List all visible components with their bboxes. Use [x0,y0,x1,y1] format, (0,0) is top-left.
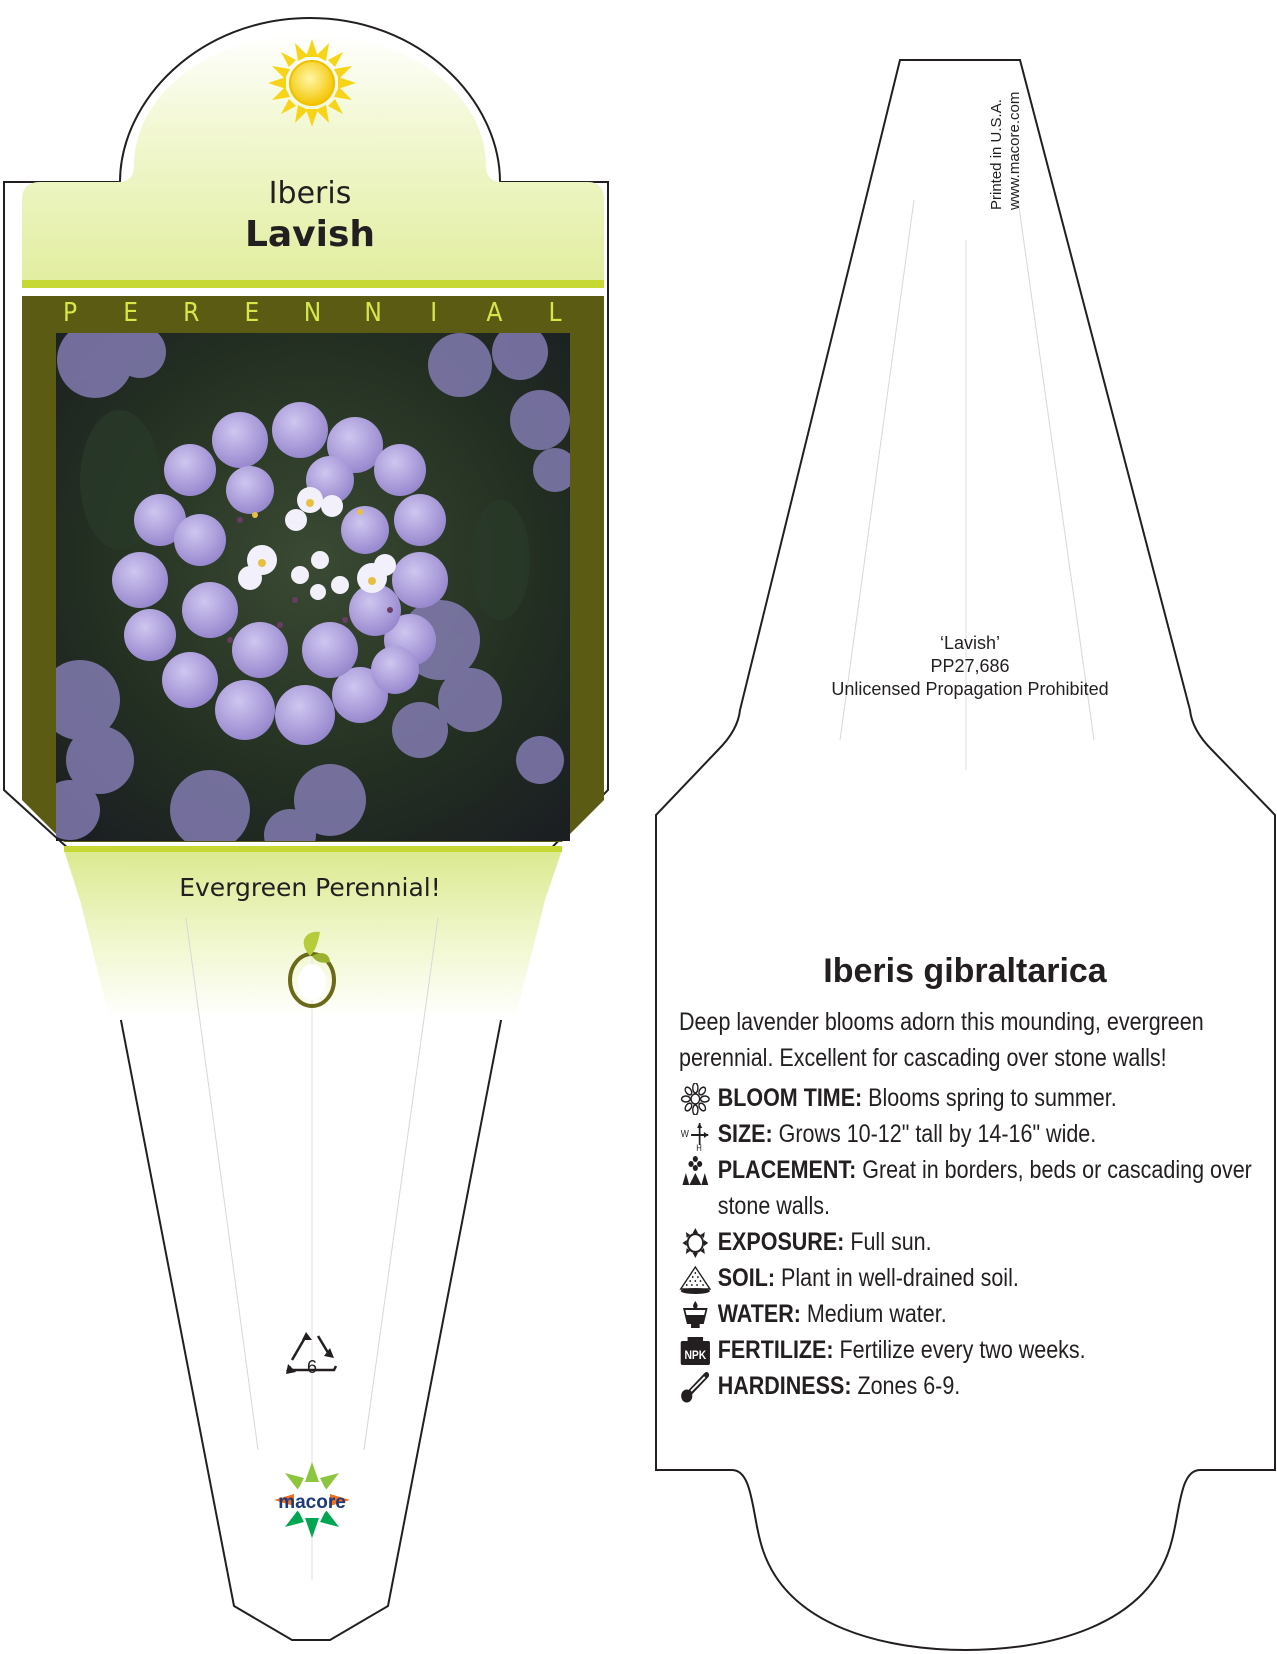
care-text: Medium water. [800,1300,947,1328]
bloom-time-icon [679,1083,712,1115]
care-label: EXPOSURE: [717,1228,845,1256]
care-label: FERTILIZE: [717,1336,834,1364]
care-text: Plant in well-drained soil. [775,1264,1019,1292]
category-band [22,298,603,334]
care-text: Full sun. [844,1228,932,1256]
care-instructions [679,1080,1252,1404]
soil-icon [679,1263,712,1295]
exposure-sun-icon [679,1227,712,1259]
website-url: www.macore.com [1006,91,1023,210]
description-line: perennial. Excellent for cascading over stone walls! [679,1044,1167,1072]
placement-icon [679,1155,712,1187]
svg-text:W: W [680,1128,689,1140]
category-letter: P [62,298,78,328]
care-item-water [679,1296,1277,1332]
size-icon [679,1119,712,1151]
patent-notice: Unlicensed Propagation Prohibited [831,679,1109,699]
care-label: HARDINESS: [717,1372,852,1400]
care-label: BLOOM TIME: [717,1084,863,1112]
care-text: Fertilize every two weeks. [833,1336,1086,1364]
npk-fertilize-icon [679,1335,712,1367]
thermometer-icon [679,1371,712,1403]
category-letter: L [548,298,562,328]
patent-number: PP27,686 [930,656,1010,676]
category-letter: A [486,298,503,328]
category-letter: E [123,298,139,328]
svg-text:H: H [696,1142,702,1151]
recycle-code-number: 6 [306,1357,318,1377]
care-label: PLACEMENT: [717,1156,857,1184]
full-sun-icon [268,39,356,127]
care-label: SIZE: [717,1120,773,1148]
category-letter: N [303,298,322,328]
care-text: Great in borders, beds or cascading over stone walls. [717,1156,1252,1220]
svg-text:NPK: NPK [684,1349,707,1363]
care-item-hardiness [679,1368,1277,1404]
category-letter: R [183,298,200,328]
macore-logo-text: macore [278,1492,346,1513]
care-text: Zones 6-9. [851,1372,961,1400]
care-item-placement [679,1152,1277,1224]
front-genus-name: Iberis [268,176,352,211]
patent-cultivar: ‘Lavish’ [939,633,1001,653]
tagline: Evergreen Perennial! [179,873,441,902]
care-text: Blooms spring to summer. [862,1084,1117,1112]
description-line: Deep lavender blooms adorn this mounding, evergreen [679,1008,1204,1036]
water-icon [679,1299,712,1331]
front-cultivar-name: Lavish [244,214,376,255]
care-text: Grows 10-12" tall by 14-16" wide. [772,1120,1097,1148]
care-label: WATER: [717,1300,801,1328]
care-item-fertilize [679,1332,1277,1368]
care-item-bloom-time [679,1080,1277,1116]
patent-block [760,632,1180,701]
print-info [988,52,1023,212]
category-letter: I [430,298,438,328]
plant-description [679,1004,1249,1076]
category-letter: E [244,298,260,328]
care-item-soil [679,1260,1277,1296]
care-item-size [679,1116,1277,1152]
category-letter: N [364,298,382,328]
printed-in-usa: Printed in U.S.A. [988,99,1005,210]
botanical-name: Iberis gibraltarica [823,952,1107,990]
plant-photo [40,322,577,861]
care-label: SOIL: [717,1264,776,1292]
care-item-exposure [679,1224,1277,1260]
